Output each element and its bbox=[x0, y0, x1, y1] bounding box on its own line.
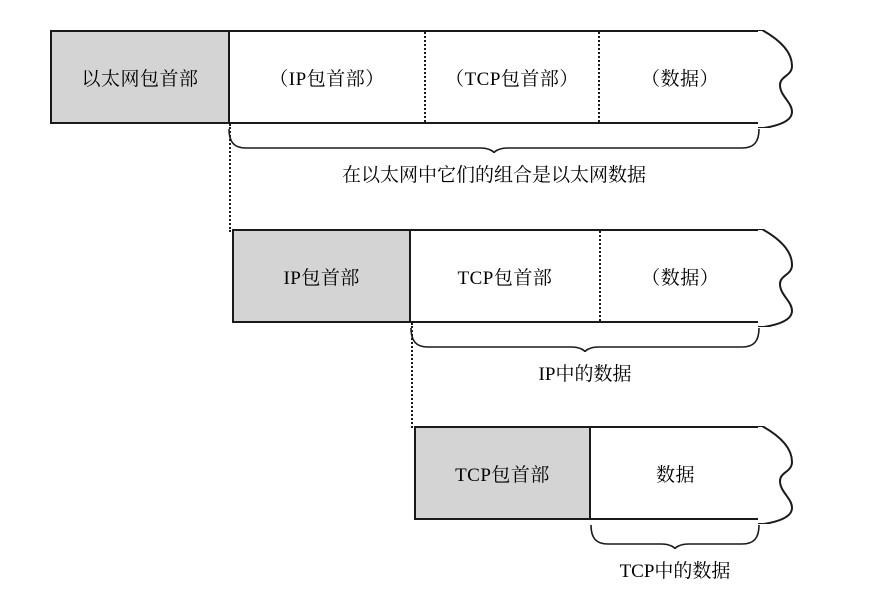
ethernet-tcp-header-label: （TCP包首部） bbox=[445, 68, 579, 90]
torn-edge-icon bbox=[758, 229, 798, 327]
ip-packet-row bbox=[232, 229, 760, 323]
connector-ip-to-tcp bbox=[411, 323, 413, 428]
ip-tcp-header-label: TCP包首部 bbox=[457, 267, 553, 289]
ip-data-label: （数据） bbox=[641, 267, 720, 289]
ip-tcp-header-cell bbox=[411, 231, 600, 321]
ethernet-data-cell bbox=[600, 32, 760, 122]
tcp-header-label: TCP包首部 bbox=[455, 464, 550, 486]
ethernet-ip-header-cell bbox=[230, 32, 426, 122]
ethernet-data-label: （数据） bbox=[640, 68, 719, 90]
tcp-header-cell bbox=[416, 428, 591, 518]
torn-edge-icon bbox=[758, 30, 798, 128]
ip-data-cell bbox=[601, 231, 760, 321]
ethernet-header-cell bbox=[52, 32, 230, 122]
ethernet-frame-row bbox=[50, 30, 760, 124]
ip-header-cell bbox=[234, 231, 411, 321]
tcp-data-label: 数据 bbox=[655, 464, 695, 486]
tcp-data-cell bbox=[591, 428, 760, 518]
ip-header-label: IP包首部 bbox=[283, 267, 360, 289]
ethernet-header-label: 以太网包首部 bbox=[81, 68, 199, 90]
tcp-payload-brace bbox=[590, 524, 760, 550]
ip-payload-brace bbox=[410, 327, 760, 353]
ethernet-tcp-header-cell bbox=[426, 32, 600, 122]
ethernet-payload-caption: 在以太网中它们的组合是以太网数据 bbox=[341, 165, 646, 186]
ethernet-ip-header-label: （IP包首部） bbox=[269, 68, 385, 90]
ethernet-payload-brace bbox=[228, 128, 760, 154]
tcp-payload-caption: TCP中的数据 bbox=[619, 561, 731, 582]
tcp-segment-row bbox=[414, 426, 760, 520]
ip-payload-caption: IP中的数据 bbox=[538, 364, 632, 385]
torn-edge-icon bbox=[758, 426, 798, 524]
connector-ethernet-to-ip bbox=[229, 124, 231, 232]
